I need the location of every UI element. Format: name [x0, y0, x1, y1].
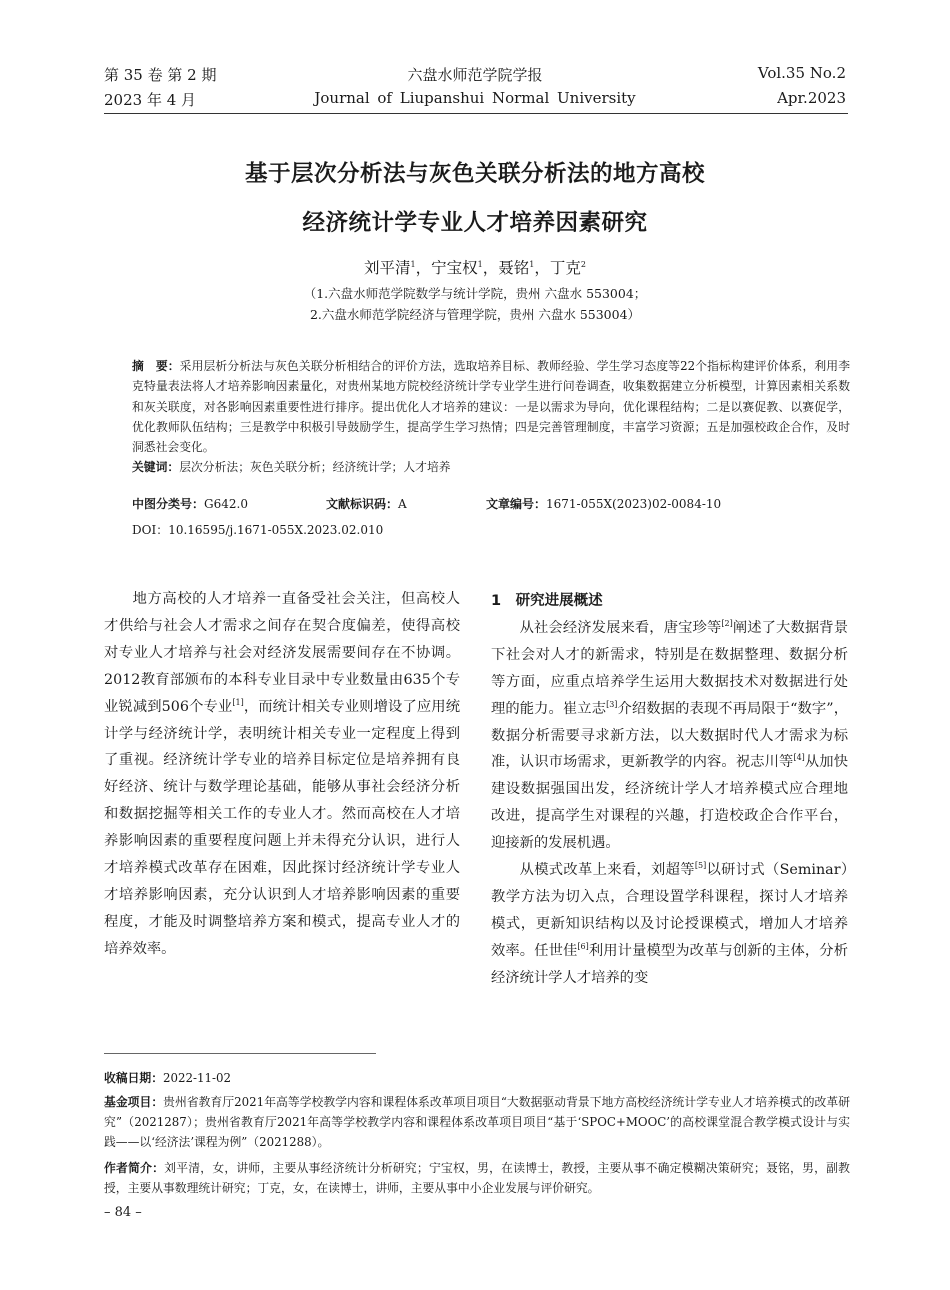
para2-text-b: 以研讨式（Seminar）教学方法为切入点，合理设置学科课程，探讨人才培养模式，更新知识结构以及讨论授课模式，增加人才培养效率。任世佳: [491, 862, 848, 959]
author-info-text: 刘平清，女，讲师，主要从事经济统计分析研究；宁宝权，男，在读博士，教授，主要从事不确定模糊决策研究；聂铭，男，副教授，主要从事数理统计研究；丁克，女，在读博士，讲师，主要从事中小企业发展与评价研究。: [104, 1161, 850, 1195]
keywords-label: 关键词：: [132, 460, 180, 475]
doi-label: DOI：: [132, 523, 169, 537]
page-number: – 84 –: [104, 1205, 142, 1220]
doc-code-value: A: [398, 497, 407, 511]
para2-text-c: 利用计量模型为改革与创新的主体，分析经济统计学人才培养的变: [491, 942, 849, 986]
para1-text-c: 介绍数据的表现不再局限于“数字”，数据分析需要寻求新方法，以大数据时代人才需求为标准，认识市场需求，更新教学的内容。祝志川等: [491, 700, 849, 771]
author-sep: ，: [415, 259, 432, 277]
footnote-authors: [104, 1158, 850, 1198]
author-mark: 1: [410, 260, 416, 269]
footnote-received: [104, 1068, 850, 1088]
intro-paragraph: [104, 586, 460, 963]
section-paragraph-2: [491, 857, 848, 992]
footnote-rule: [104, 1053, 376, 1054]
fund-label: 基金项目：: [104, 1095, 164, 1109]
para1-text-a: 从社会经济发展来看，唐宝珍等: [519, 619, 722, 636]
doi-value: 10.16595/j.1671-055X.2023.02.010: [168, 523, 384, 537]
doi: [132, 521, 383, 538]
clc-number: [132, 495, 248, 512]
author-mark: 2: [580, 260, 586, 269]
citation-ref: [4]: [793, 753, 805, 763]
affiliation-1: （1.六盘水师范学院数学与统计学院，贵州 六盘水 553004；: [303, 286, 647, 301]
header-vol-en: Vol.35 No.2: [757, 64, 846, 82]
author-name: 丁克: [549, 259, 581, 277]
citation-ref: [1]: [232, 697, 244, 707]
received-label: 收稿日期：: [104, 1071, 163, 1085]
header-journal-en: Journal of Liupanshui Normal University: [314, 89, 636, 107]
author-name: 刘平清: [364, 259, 411, 277]
title-line-1: 基于层次分析法与灰色关联分析法的地方高校: [244, 161, 705, 187]
received-date: 2022-11-02: [163, 1071, 232, 1085]
article-number: [486, 495, 721, 512]
author-mark: 1: [477, 260, 483, 269]
author-info-label: 作者简介：: [104, 1161, 165, 1175]
clc-value: G642.0: [204, 497, 248, 511]
left-column: [104, 586, 460, 963]
document-code: [326, 495, 407, 512]
footnote-fund: [104, 1092, 850, 1152]
clc-label: 中图分类号：: [132, 497, 205, 511]
keywords-text: 层次分析法；灰色关联分析；经济统计学；人才培养: [179, 460, 451, 475]
author-name: 聂铭: [498, 259, 530, 277]
citation-ref: [2]: [721, 618, 733, 628]
section-paragraph-1: [491, 615, 848, 857]
article-number-value: 1671-055X(2023)02-0084-10: [546, 497, 722, 511]
article-number-label: 文章编号：: [486, 497, 547, 511]
author-sep: ，: [534, 259, 550, 277]
citation-ref: [5]: [694, 861, 707, 871]
author-mark: 1: [529, 260, 535, 269]
header-date-en: Apr.2023: [777, 89, 846, 107]
author-name: 宁宝权: [431, 259, 478, 277]
affiliation-2: 2.六盘水师范学院经济与管理学院，贵州 六盘水 553004）: [309, 307, 641, 322]
author-sep: ，: [482, 259, 499, 277]
intro-text-a: 地方高校的人才培养一直备受社会关注，但高校人才供给与社会人才需求之间存在契合度偏差，使得高校对专业人才培养与社会对经济发展需要间存在不协调。2012教育部颁布的本科专业目录中专业数量由635个专业锐减到506个专业: [104, 591, 460, 715]
citation-ref: [6]: [577, 941, 589, 951]
para2-text-a: 从模式改革上来看，刘超等: [519, 862, 695, 879]
author-list: [0, 256, 950, 278]
abstract: [132, 356, 850, 478]
abstract-label: 摘 要：: [132, 359, 180, 373]
header-date-cn: 2023 年 4 月: [104, 91, 197, 109]
para1-text-d: 从加快建设数据强国出发，经济统计学人才培养模式应合理地改进，提高学生对课程的兴趣，打造校政企合作平台，迎接新的发展机遇。: [491, 754, 849, 852]
para1-text-b: 阐述了大数据背景下社会对人才的新需求，特别是在数据整理、数据分析等方面，应重点培养学生运用大数据技术对数据进行处理的能力。崔立志: [491, 619, 848, 717]
abstract-text: 采用层析分析法与灰色关联分析相结合的评价方法，选取培养目标、教师经验、学生学习态度等22个指标构建评价体系，利用李克特量表法将人才培养影响因素量化，对贵州某地方院校经济统计学专业学生进行问卷调查，收集数据建立分析模型，计算因素相关系数和灰关联度，对各影响因素重要性进行排序。提出优化人才培养的建议：一是以需求为导向，优化课程结构；二是以赛促教、以赛促学，优化教师队伍结构；三是教学中积极引导鼓励学生，提高学生学习热情；四是完善管理制度，丰富学习资源；五是加强校政企合作，及时洞悉社会变化。: [132, 359, 850, 455]
title-line-2: 经济统计学专业人才培养因素研究: [302, 210, 648, 236]
header-journal-cn: 六盘水师范学院学报: [407, 66, 543, 84]
section-heading: 1 研究进展概述: [491, 593, 603, 609]
right-column: [491, 588, 848, 992]
doc-code-label: 文献标识码：: [326, 497, 399, 511]
fund-text: 贵州省教育厅2021年高等学校教学内容和课程体系改革项目项目“大数据驱动背景下地方高校经济统计学专业人才培养模式的改革研究”（2021287）；贵州省教育厅2021年高等学校教学内容和课程体系改革项目项目“基于‘SPOC+MOOC’的高校课堂混合教学模式设计与实践——以‘经济法’课程为例”（2021288）。: [104, 1095, 850, 1149]
header-volume: 第 35 卷 第 2 期: [104, 66, 217, 84]
header-rule: [104, 113, 848, 114]
intro-text-b: ，而统计相关专业则增设了应用统计学与经济统计学，表明统计相关专业一定程度上得到了重视。经济统计学专业的培养目标定位是培养拥有良好经济、统计与数学理论基础，能够从事社会经济分析和数据挖掘等相关工作的专业人才。然而高校在人才培养影响因素的重要程度问题上并未得充分认识，进行人才培养模式改革存在困难，因此探讨经济统计学专业人才培养影响因素，充分认识到人才培养影响因素的重要程度，才能及时调整培养方案和模式，提高专业人才的培养效率。: [104, 698, 460, 957]
citation-ref: [3]: [606, 699, 618, 709]
